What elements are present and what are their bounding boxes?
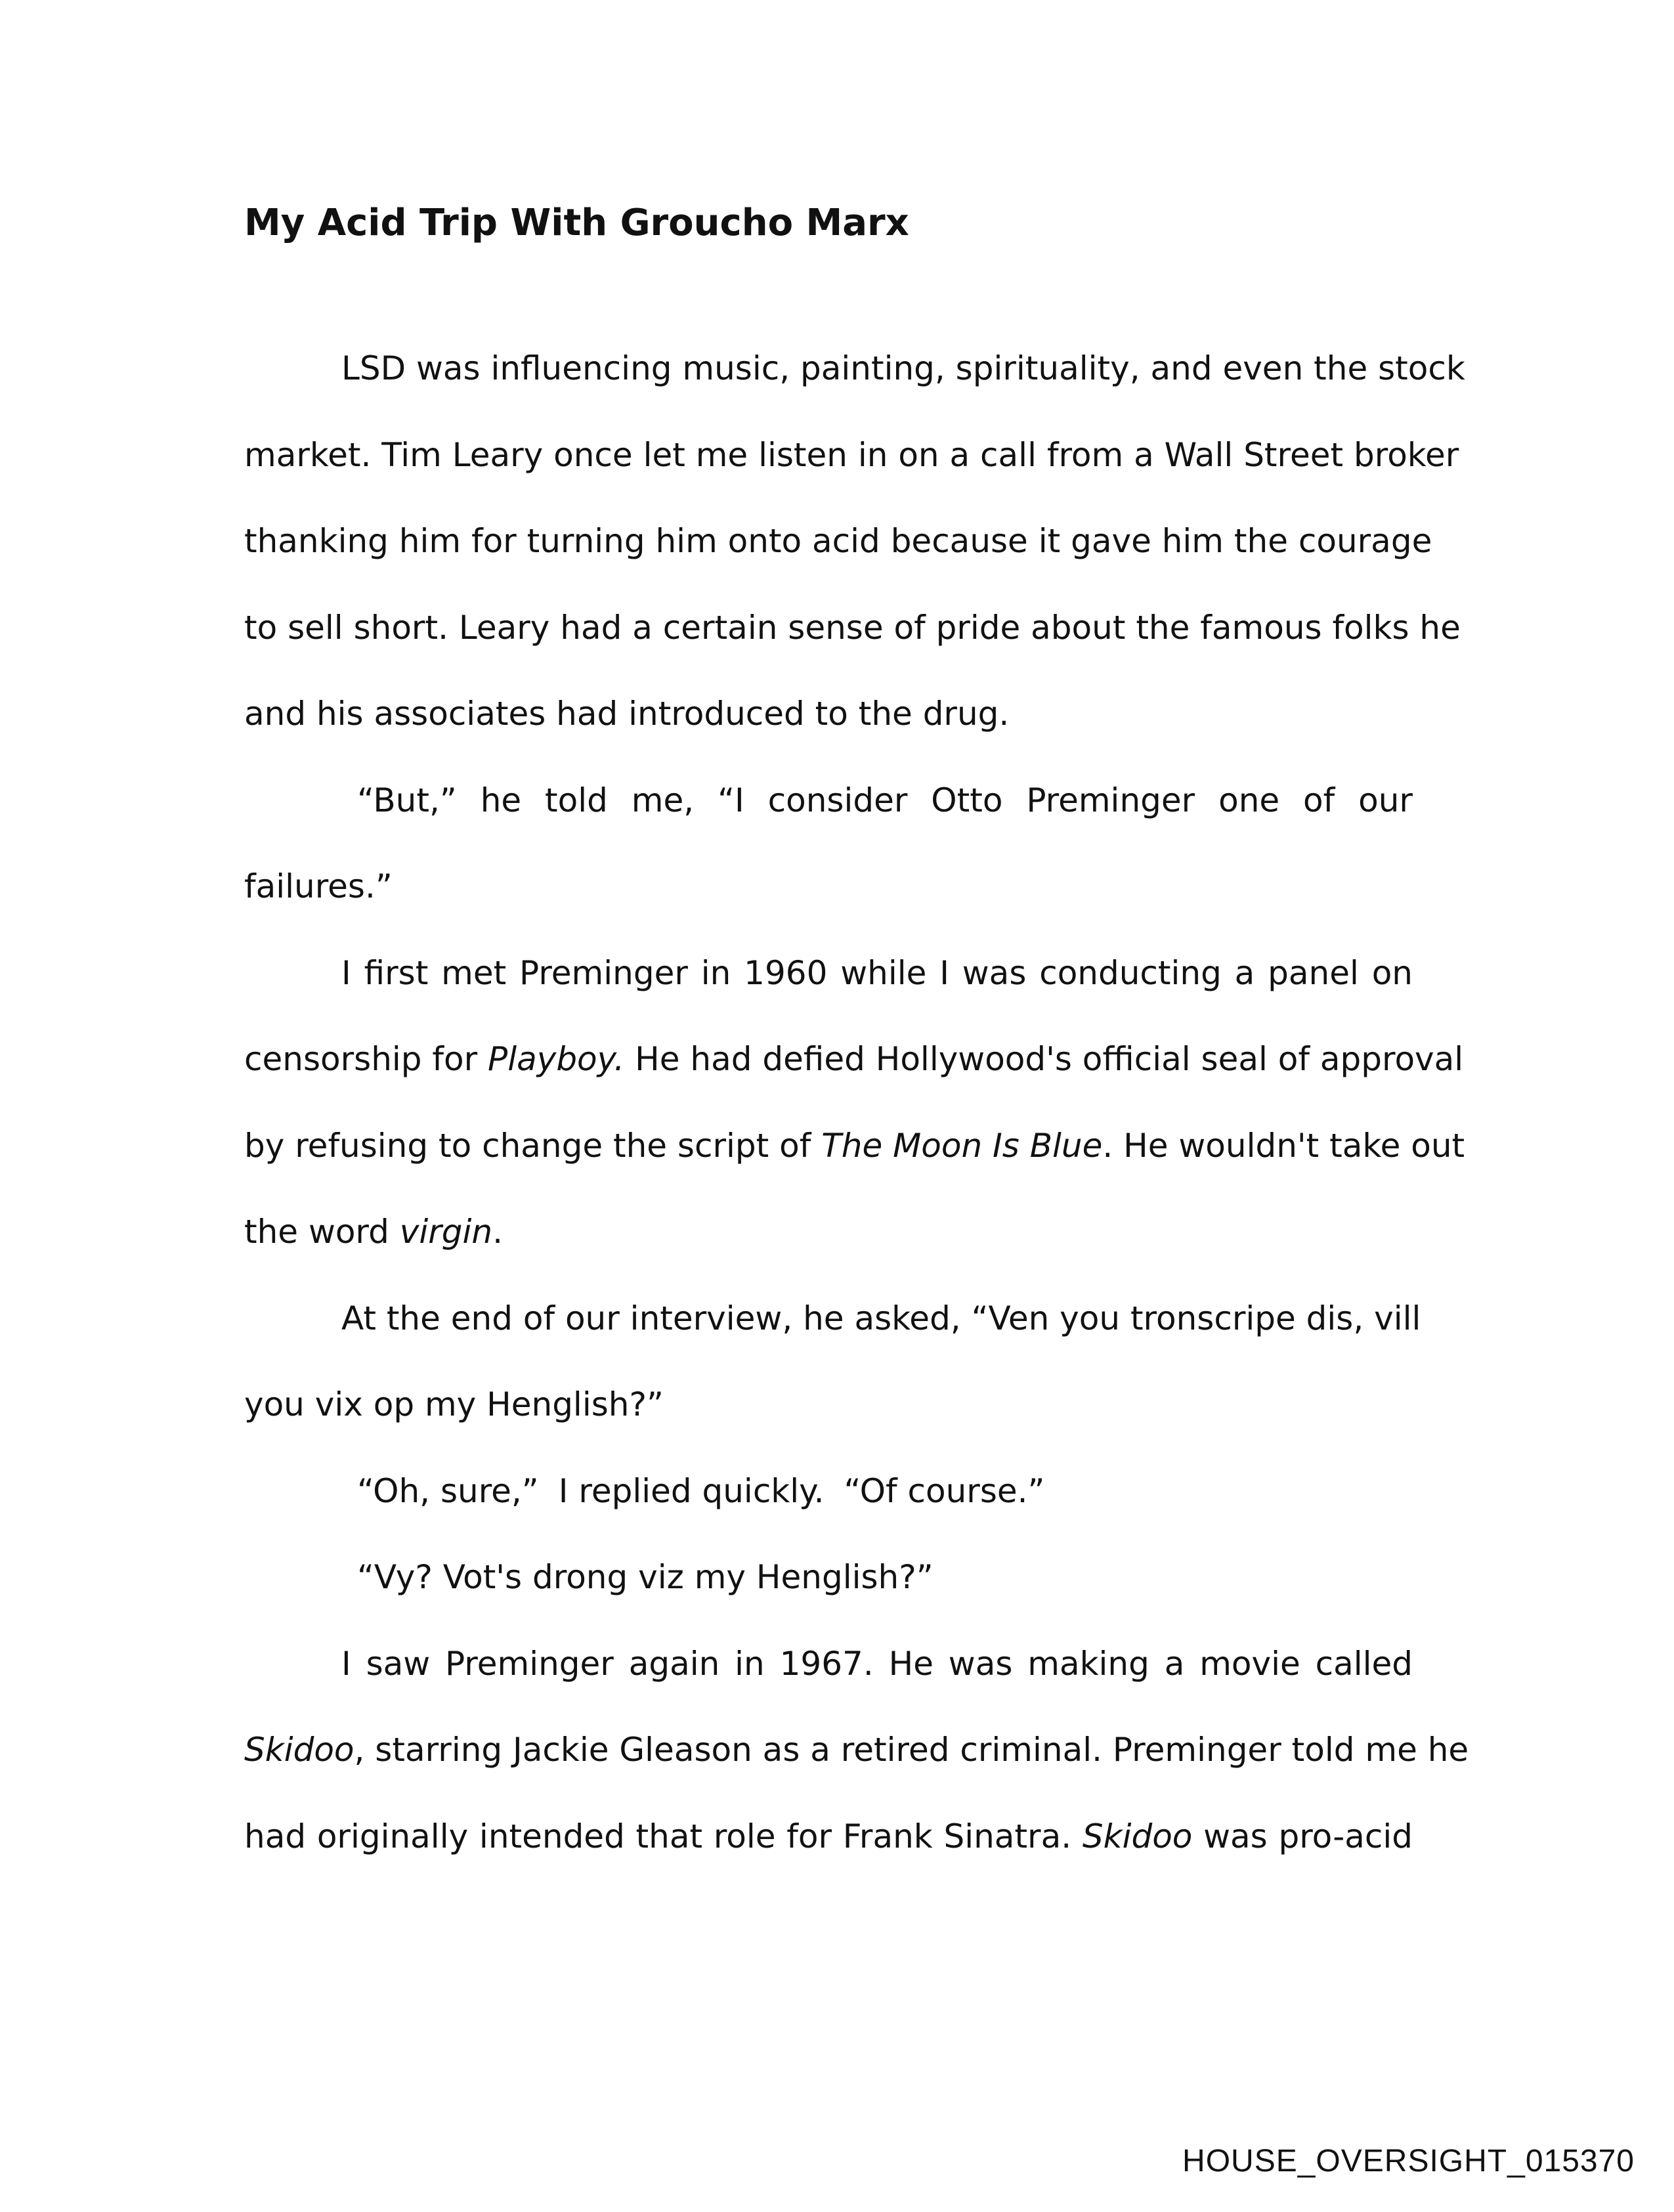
text-segment: by refusing to change the script of [244, 1126, 822, 1165]
text-segment: the word [244, 1213, 400, 1251]
italic-title: The Moon Is Blue [821, 1126, 1103, 1165]
document-body [244, 326, 1469, 1880]
paragraph-line: I saw Preminger again in 1967. He was making a movie called [341, 1644, 1413, 1683]
paragraph-line: to sell short. Leary had a certain sense of pride about the famous folks he [244, 608, 1461, 647]
italic-word: virgin [399, 1213, 493, 1251]
text-segment: had originally intended that role for Frank Sinatra. [244, 1817, 1083, 1855]
paragraph-line: failures.” [244, 867, 393, 905]
paragraph-line: LSD was influencing music, painting, spirituality, and even the stock [341, 349, 1465, 387]
quote-text: “Of course.” [844, 1471, 1045, 1510]
paragraph-line [244, 1794, 1413, 1880]
quote-text: “Oh, sure,” [357, 1471, 539, 1510]
paragraph-line: and his associates had introduced to the drug. [244, 695, 1010, 733]
paragraph-line: I first met Preminger in 1960 while I was conducting a panel on [341, 953, 1413, 992]
quote-text: “But,” [357, 781, 457, 819]
text-segment: was pro-acid [1192, 1817, 1413, 1855]
paragraph-line [244, 758, 1413, 844]
quote-text: “I consider Otto Preminger one of our [718, 781, 1413, 819]
text-segment: he told me, [480, 781, 695, 819]
quote-text: “Ven you tronscripe dis, vill [971, 1299, 1421, 1337]
bates-stamp: HOUSE_OVERSIGHT_015370 [1182, 2144, 1635, 2179]
text-segment: , starring Jackie Gleason as a retired criminal. Preminger told me he [354, 1731, 1469, 1769]
paragraph-line [244, 1189, 1413, 1276]
paragraph-line [244, 1016, 1464, 1103]
text-segment: censorship for [244, 1040, 488, 1078]
paragraph-line [244, 1103, 1465, 1190]
paragraph-line [244, 1448, 1413, 1535]
document-title: My Acid Trip With Groucho Marx [244, 202, 909, 244]
paragraph-line: you vix op my Henglish?” [244, 1385, 664, 1423]
text-segment: . [492, 1213, 504, 1251]
text-segment: He had defied Hollywood's official seal of approval [624, 1040, 1464, 1078]
paragraph-line [244, 1276, 1421, 1362]
paragraph-line [244, 1707, 1469, 1794]
italic-title: Skidoo [1082, 1817, 1193, 1855]
text-segment: . He wouldn't take out [1102, 1126, 1465, 1165]
paragraph-line: market. Tim Leary once let me listen in on a call from a Wall Street broker [244, 435, 1459, 474]
text-segment: I replied quickly. [558, 1471, 825, 1510]
paragraph-line: thanking him for turning him onto acid because it gave him the courage [244, 522, 1432, 560]
paragraph-line: “Vy? Vot's drong viz my Henglish?” [357, 1558, 934, 1596]
italic-title: Skidoo [244, 1731, 354, 1769]
text-segment: At the end of our interview, he asked, [341, 1299, 961, 1337]
italic-title: Playboy. [488, 1040, 625, 1078]
